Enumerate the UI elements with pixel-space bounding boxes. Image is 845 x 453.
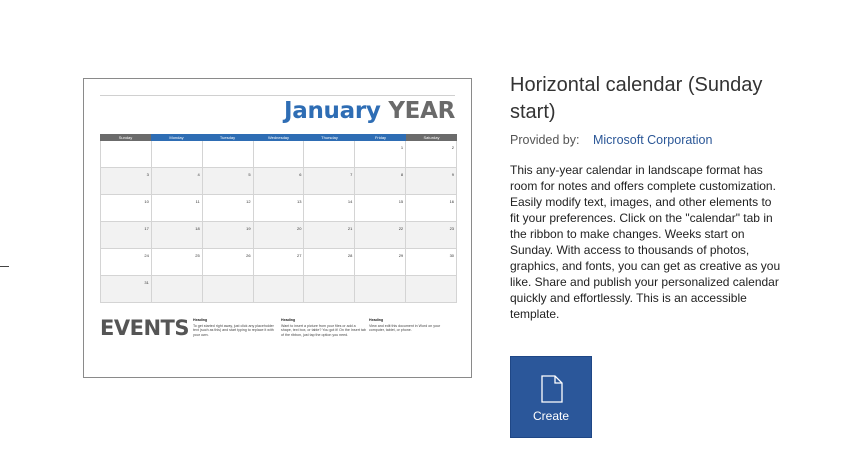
calendar-day-cell (254, 141, 305, 168)
calendar-day-cell (152, 276, 203, 303)
calendar-week-row (100, 276, 457, 303)
day-number: 30 (449, 253, 455, 258)
calendar-week-row (100, 222, 457, 249)
calendar-day-cell (355, 276, 406, 303)
day-number: 23 (449, 226, 455, 231)
day-number: 17 (144, 226, 149, 231)
days-of-week-header (100, 134, 457, 141)
calendar-week-row (100, 168, 457, 195)
day-number: 13 (296, 199, 302, 204)
day-number: 2 (451, 145, 455, 150)
day-number: 7 (350, 172, 353, 177)
day-of-week-label: Friday (355, 134, 406, 141)
calendar-day-cell (304, 249, 355, 276)
provider-name: Microsoft Corporation (592, 133, 713, 147)
event-text: To get started right away, just click any placeholder text (such as this) and start typing to replace it with your own. (193, 323, 274, 337)
day-number: 14 (347, 199, 353, 204)
day-number: 31 (144, 280, 149, 285)
day-number: 3 (146, 172, 149, 177)
calendar-year: YEAR (388, 98, 455, 124)
day-number: 19 (246, 226, 251, 231)
day-of-week-label: Thursday (304, 134, 355, 141)
calendar-week-row (100, 249, 457, 276)
calendar-day-cell (406, 168, 457, 195)
event-heading: Heading (281, 318, 296, 322)
day-number: 1 (400, 145, 404, 150)
create-label: Create (532, 409, 570, 423)
calendar-day-cell (304, 222, 355, 249)
calendar-day-cell (254, 168, 305, 195)
calendar-day-cell (355, 141, 406, 168)
event-text: View and edit this document in Word on your computer, tablet, or phone. (369, 323, 441, 333)
calendar-day-cell (203, 222, 254, 249)
template-title: Horizontal calendar (Sunday start) (510, 74, 763, 123)
event-heading: Heading (193, 318, 208, 322)
day-number: 18 (195, 226, 200, 231)
day-number: 10 (144, 199, 149, 204)
calendar-day-cell (406, 249, 457, 276)
template-description: This any-year calendar in landscape format has room for notes and offers complete customization. Easily modify text, images, and other elements to fit your preferences. Click on the "calendar" tab in the ribbon to make changes. Weeks start on Sunday. With access to thousands of photos, graphics, and fonts, you can get as creative as you like. Share and publish your personalized calendar quickly and effortlessly. This is an accessible template. (510, 163, 781, 321)
calendar-day-cell (406, 141, 457, 168)
day-number: 27 (296, 253, 302, 258)
day-number: 6 (299, 172, 302, 177)
day-number: 4 (197, 172, 200, 177)
day-number: 22 (398, 226, 404, 231)
day-number: 16 (449, 199, 455, 204)
day-number: 28 (347, 253, 353, 258)
day-number: 26 (246, 253, 251, 258)
calendar-week-row (100, 195, 457, 222)
calendar-day-cell (203, 195, 254, 222)
calendar-day-cell (304, 195, 355, 222)
event-block (369, 318, 454, 333)
day-of-week-label: Sunday (100, 134, 151, 141)
calendar-day-cell (406, 222, 457, 249)
calendar-day-cell (203, 141, 254, 168)
day-number: 5 (248, 172, 251, 177)
calendar-month: January (284, 98, 381, 124)
day-number: 8 (400, 172, 404, 177)
calendar-day-cell (304, 168, 355, 195)
calendar-day-cell (406, 195, 457, 222)
event-text: Want to insert a picture from your files or add a shape, text box, or table? You got it! On the Insert tab of the ribbon, just tap the option you need. (281, 323, 366, 337)
calendar-day-cell (254, 276, 305, 303)
day-of-week-label: Monday (151, 134, 202, 141)
calendar-title (284, 98, 455, 124)
calendar-day-cell (355, 195, 406, 222)
side-divider (0, 266, 9, 267)
calendar-day-cell (152, 141, 203, 168)
calendar-day-cell (100, 222, 152, 249)
calendar-day-cell (100, 195, 152, 222)
day-number: 25 (195, 253, 200, 258)
document-icon (541, 375, 563, 403)
calendar-day-cell (152, 249, 203, 276)
provided-by (510, 133, 712, 147)
create-button[interactable] (510, 356, 592, 438)
calendar-day-cell (304, 141, 355, 168)
day-number: 29 (398, 253, 404, 258)
day-number: 24 (144, 253, 149, 258)
event-block (281, 318, 366, 337)
day-number: 12 (246, 199, 251, 204)
calendar-day-cell (355, 249, 406, 276)
calendar-day-cell (254, 249, 305, 276)
day-number: 21 (347, 226, 353, 231)
calendar-day-cell (203, 249, 254, 276)
calendar-day-cell (100, 168, 152, 195)
day-of-week-label: Tuesday (202, 134, 253, 141)
calendar-day-cell (100, 249, 152, 276)
calendar-day-cell (152, 222, 203, 249)
template-preview (83, 78, 472, 378)
calendar-day-cell (406, 276, 457, 303)
calendar-day-cell (254, 222, 305, 249)
calendar-day-cell (100, 276, 152, 303)
day-of-week-label: Saturday (406, 134, 457, 141)
day-number: 9 (451, 172, 455, 177)
preview-top-rule (100, 95, 455, 96)
day-number: 11 (195, 199, 200, 204)
calendar-day-cell (203, 168, 254, 195)
calendar-day-cell (152, 195, 203, 222)
calendar-day-cell (355, 168, 406, 195)
calendar-day-cell (304, 276, 355, 303)
calendar-day-cell (203, 276, 254, 303)
day-of-week-label: Wednesday (253, 134, 304, 141)
calendar-grid (100, 134, 457, 303)
events-title: EVENTS (100, 316, 189, 340)
calendar-week-row (100, 141, 457, 168)
provided-by-label: Provided by: (510, 133, 580, 147)
calendar-day-cell (100, 141, 152, 168)
calendar-day-cell (254, 195, 305, 222)
event-heading: Heading (369, 318, 384, 322)
calendar-day-cell (152, 168, 203, 195)
day-number: 15 (398, 199, 404, 204)
calendar-day-cell (355, 222, 406, 249)
day-number: 20 (296, 226, 302, 231)
event-block (193, 318, 278, 337)
